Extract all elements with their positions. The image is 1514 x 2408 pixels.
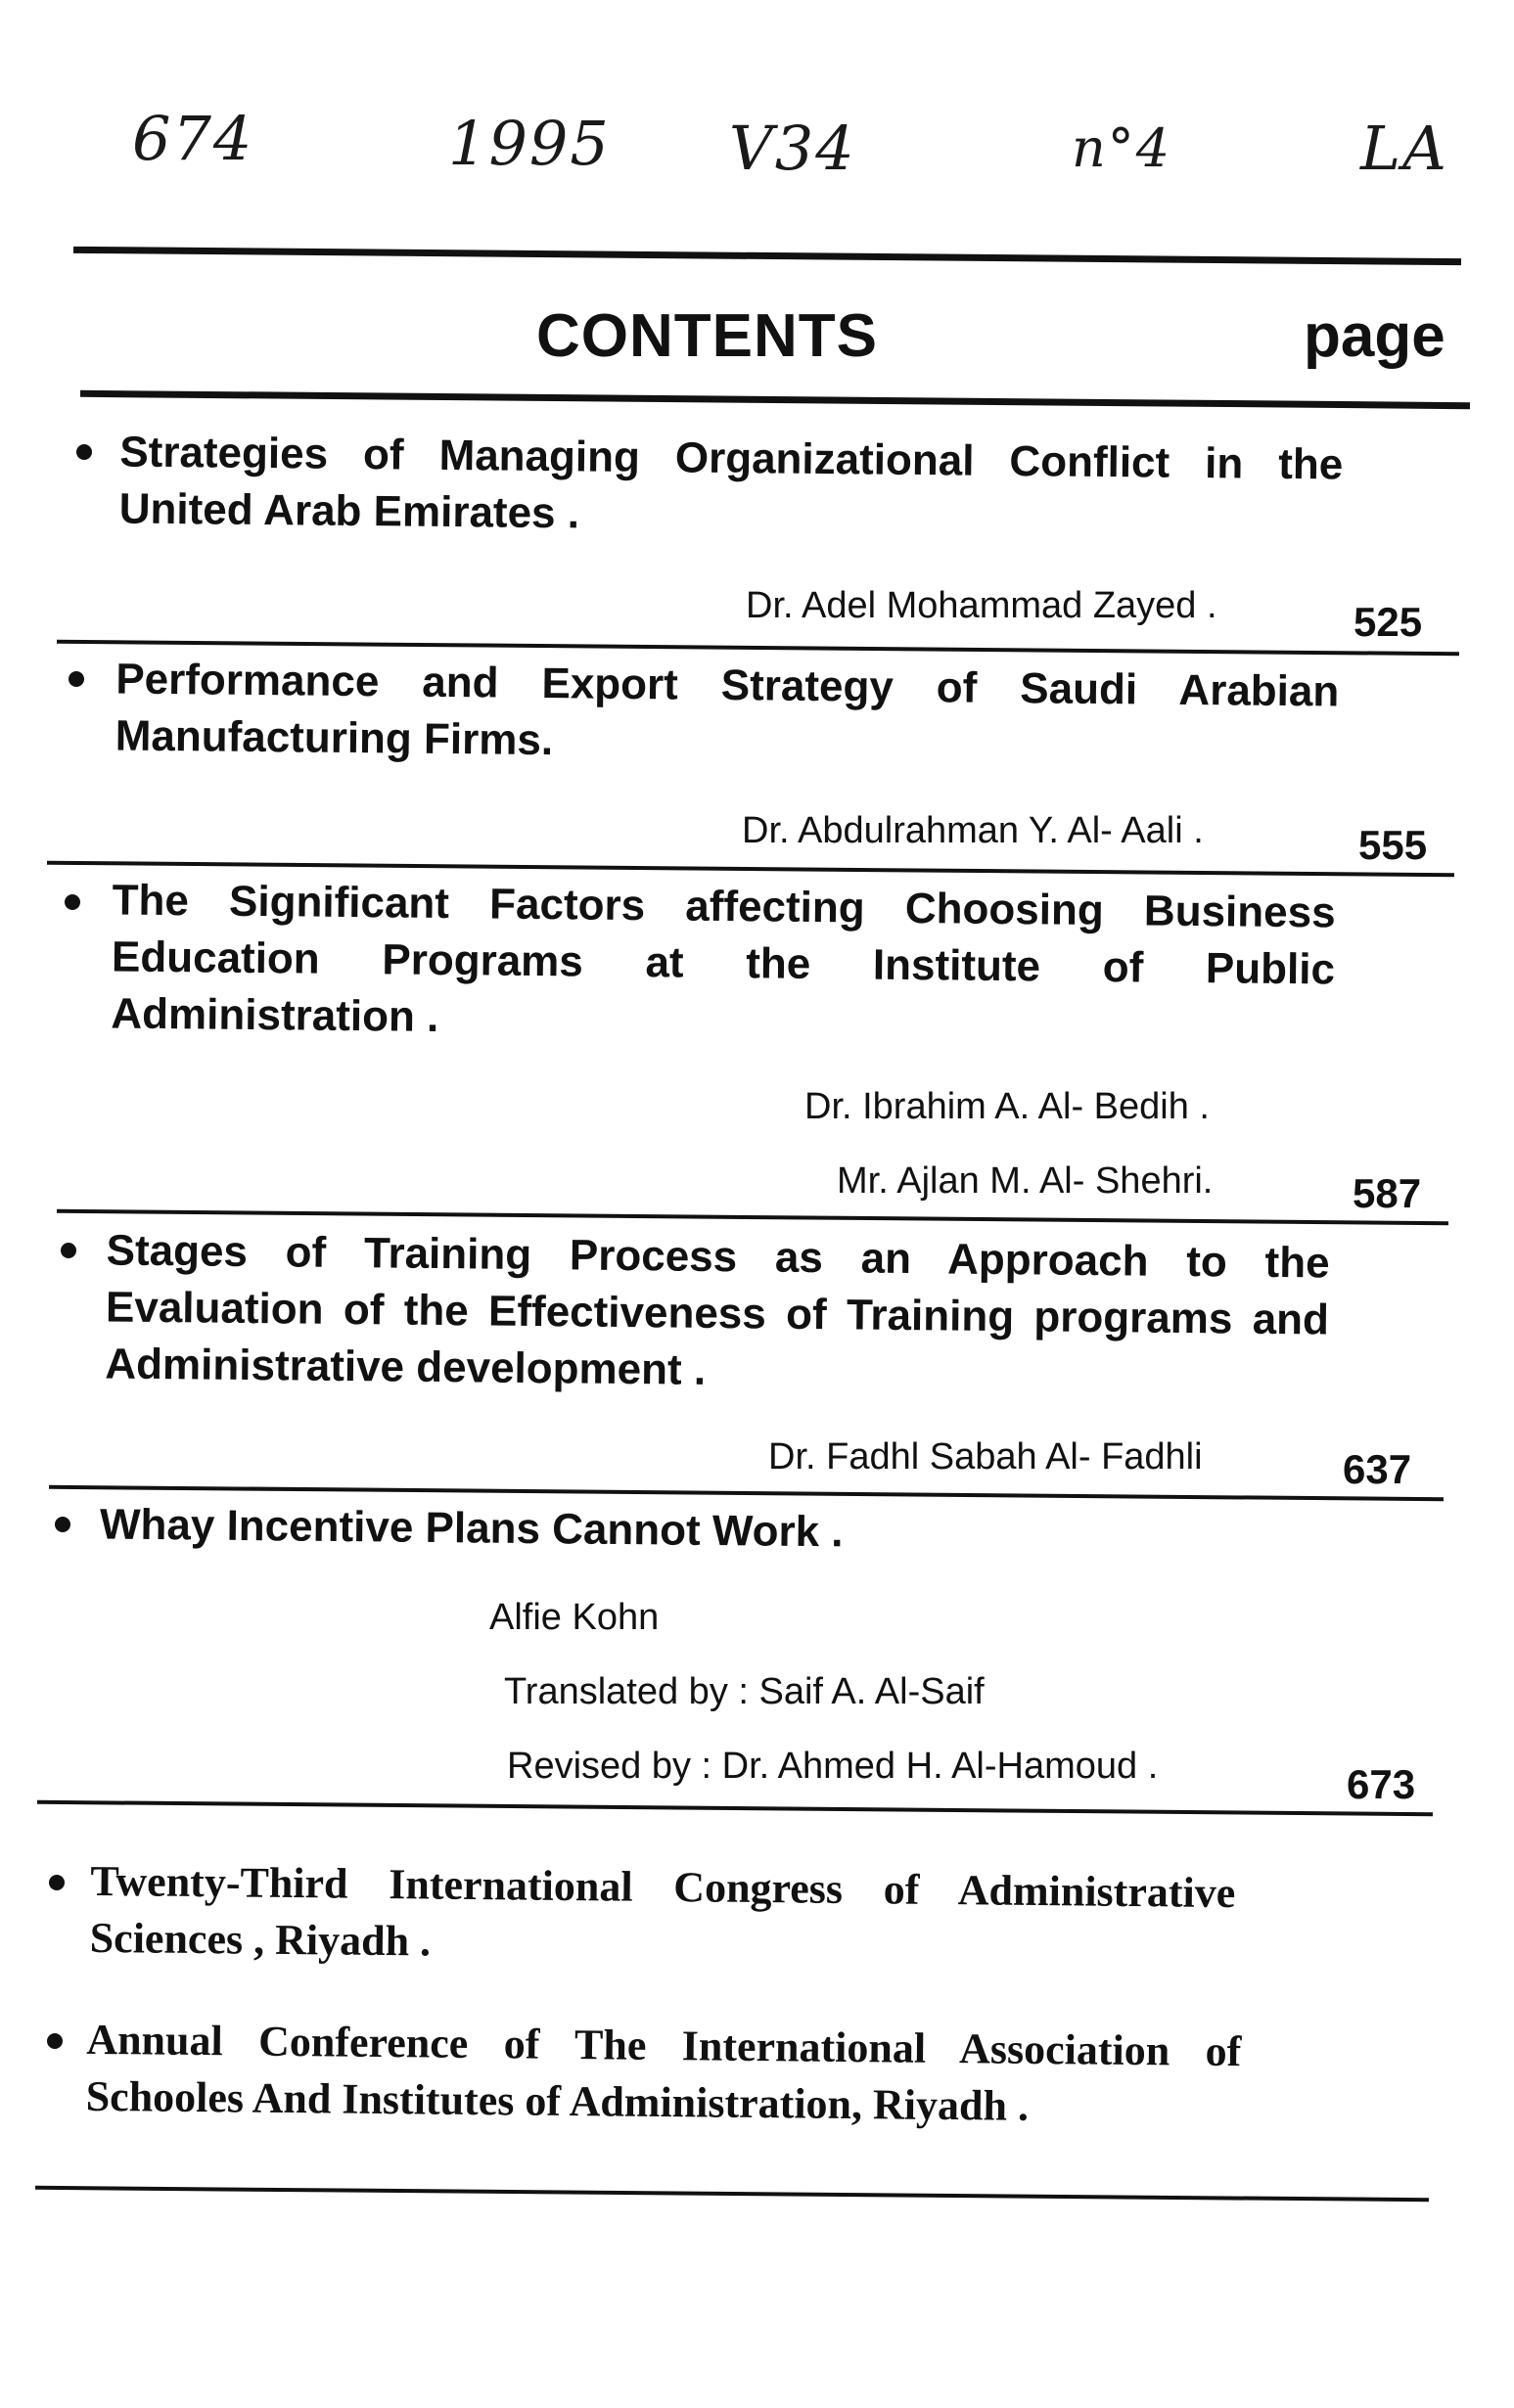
handwritten-note: LA	[1360, 113, 1448, 184]
handwritten-note: 1995	[448, 108, 611, 179]
entry-author: Dr. Ibrahim A. Al- Bedih .	[804, 1086, 1210, 1127]
entry-page-number: 673	[1347, 1761, 1416, 1807]
entry-author: Dr. Fadhl Sabah Al- Fadhli	[768, 1436, 1203, 1477]
entry-page-number: 525	[1353, 599, 1423, 645]
divider	[80, 390, 1470, 409]
bullet	[76, 444, 92, 460]
bullet	[69, 671, 84, 687]
divider	[57, 1209, 1448, 1225]
entry-title: The Significant Factors affecting Choosing Business Education Programs at the Institute of Public Administration .	[111, 876, 1336, 1041]
entry-page-number: 587	[1353, 1170, 1422, 1216]
entry-author: Revised by : Dr. Ahmed H. Al-Hamoud .	[507, 1746, 1159, 1787]
entry-author: Mr. Ajlan M. Al- Shehri.	[837, 1160, 1214, 1202]
contents-heading: CONTENTS	[536, 302, 878, 370]
divider	[35, 2186, 1429, 2202]
handwritten-note: n°4	[1072, 117, 1172, 179]
bullet	[49, 1875, 65, 1890]
divider	[73, 247, 1461, 265]
handwritten-note: V34	[729, 113, 856, 184]
bullet	[55, 1517, 70, 1532]
announcement: Twenty-Third International Congress of Administrative Sciences , Riyadh .	[89, 1856, 1236, 1966]
entry-page-number: 637	[1343, 1446, 1412, 1492]
page-column-heading: page	[1304, 302, 1445, 370]
entry-title: Performance and Export Strategy of Saudi Arabian Manufacturing Firms.	[115, 655, 1340, 765]
entry-author: Dr. Adel Mohammad Zayed .	[746, 585, 1217, 626]
divider	[37, 1800, 1433, 1816]
announcement: Annual Conference of The International Association of Schooles And Institutes of Administration, Riyadh .	[85, 2015, 1242, 2130]
entry-author: Translated by : Saif A. Al-Saif	[504, 1671, 985, 1712]
entry-title: Stages of Training Process as an Approach to the Evaluation of the Effectiveness of Training programs and Administrative development .	[105, 1226, 1330, 1394]
entry-author: Dr. Abdulrahman Y. Al- Aali .	[742, 810, 1204, 851]
entry-page-number: 555	[1358, 822, 1428, 868]
bullet	[61, 1243, 76, 1258]
bullet	[65, 894, 80, 910]
entry-title: Strategies of Managing Organizational Conflict in the United Arab Emirates .	[118, 428, 1344, 538]
bullet	[47, 2033, 63, 2049]
entry-title: Whay Incentive Plans Cannot Work .	[99, 1500, 844, 1557]
entry-author: Alfie Kohn	[489, 1597, 660, 1638]
handwritten-note: 674	[132, 103, 254, 174]
